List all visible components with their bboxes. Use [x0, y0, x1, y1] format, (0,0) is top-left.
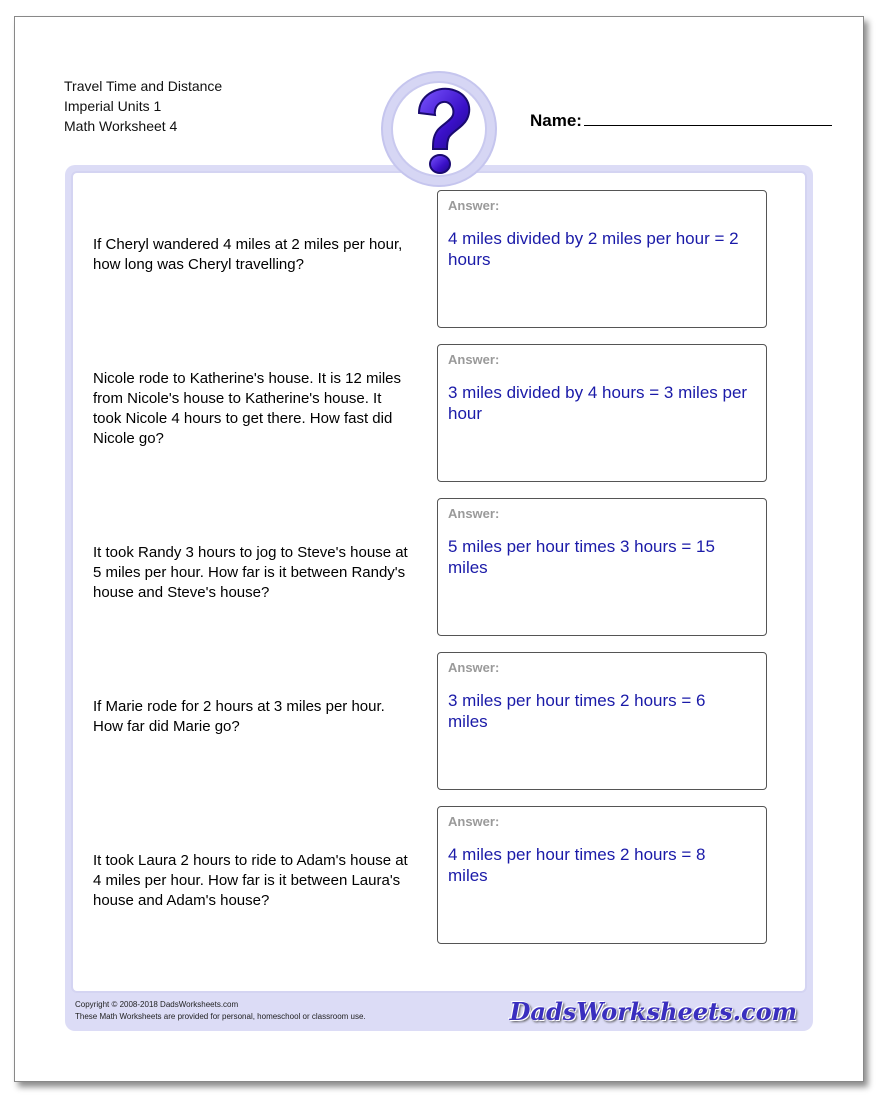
- copyright-text: Copyright © 2008-2018 DadsWorksheets.com: [75, 1000, 239, 1009]
- answer-label: Answer:: [448, 352, 500, 367]
- answer-label: Answer:: [448, 198, 500, 213]
- answer-box: [437, 344, 767, 482]
- brand-logo[interactable]: DadsWorksheets.com: [509, 997, 797, 1026]
- usage-text: These Math Worksheets are provided for personal, homeschool or classroom use.: [75, 1012, 366, 1021]
- answer-box: [437, 652, 767, 790]
- question-text: If Cheryl wandered 4 miles at 2 miles per hour, how long was Cheryl travelling?: [93, 236, 403, 273]
- worksheet-number: Math Worksheet 4: [64, 118, 178, 134]
- answer-text: 3 miles divided by 4 hours = 3 miles per hour: [448, 383, 748, 423]
- answer-text: 3 miles per hour times 2 hours = 6 miles: [448, 691, 706, 731]
- footer: [75, 999, 366, 1023]
- worksheet-title-block: [64, 76, 222, 136]
- question-mark-logo: [381, 71, 497, 187]
- answer-text: 4 miles divided by 2 miles per hour = 2 hours: [448, 229, 739, 269]
- worksheet-page: [14, 16, 864, 1082]
- name-underline[interactable]: [584, 109, 832, 126]
- answer-label: Answer:: [448, 506, 500, 521]
- answer-text: 5 miles per hour times 3 hours = 15 miles: [448, 537, 715, 577]
- answer-label: Answer:: [448, 814, 500, 829]
- answer-label: Answer:: [448, 660, 500, 675]
- worksheet-title: Travel Time and Distance: [64, 78, 223, 94]
- problems-area: [71, 171, 807, 993]
- answer-box: [437, 806, 767, 944]
- worksheet-frame: [65, 165, 813, 1031]
- question-text: It took Laura 2 hours to ride to Adam's house at 4 miles per hour. How far is it between Laura's house and Adam's house?: [93, 852, 408, 909]
- name-label: Name:: [530, 111, 582, 130]
- question-text: If Marie rode for 2 hours at 3 miles per hour. How far did Marie go?: [93, 698, 385, 735]
- question-mark-icon: [383, 73, 499, 189]
- answer-text: 4 miles per hour times 2 hours = 8 miles: [448, 845, 706, 885]
- worksheet-subtitle: Imperial Units 1: [64, 98, 162, 114]
- answer-box: [437, 498, 767, 636]
- name-field[interactable]: [530, 109, 832, 131]
- question-text: Nicole rode to Katherine's house. It is 12 miles from Nicole's house to Katherine's house. It took Nicole 4 hours to get there. How fast did Nicole go?: [93, 370, 402, 447]
- answer-box: [437, 190, 767, 328]
- question-text: It took Randy 3 hours to jog to Steve's house at 5 miles per hour. How far is it between Randy's house and Steve's house?: [93, 544, 408, 601]
